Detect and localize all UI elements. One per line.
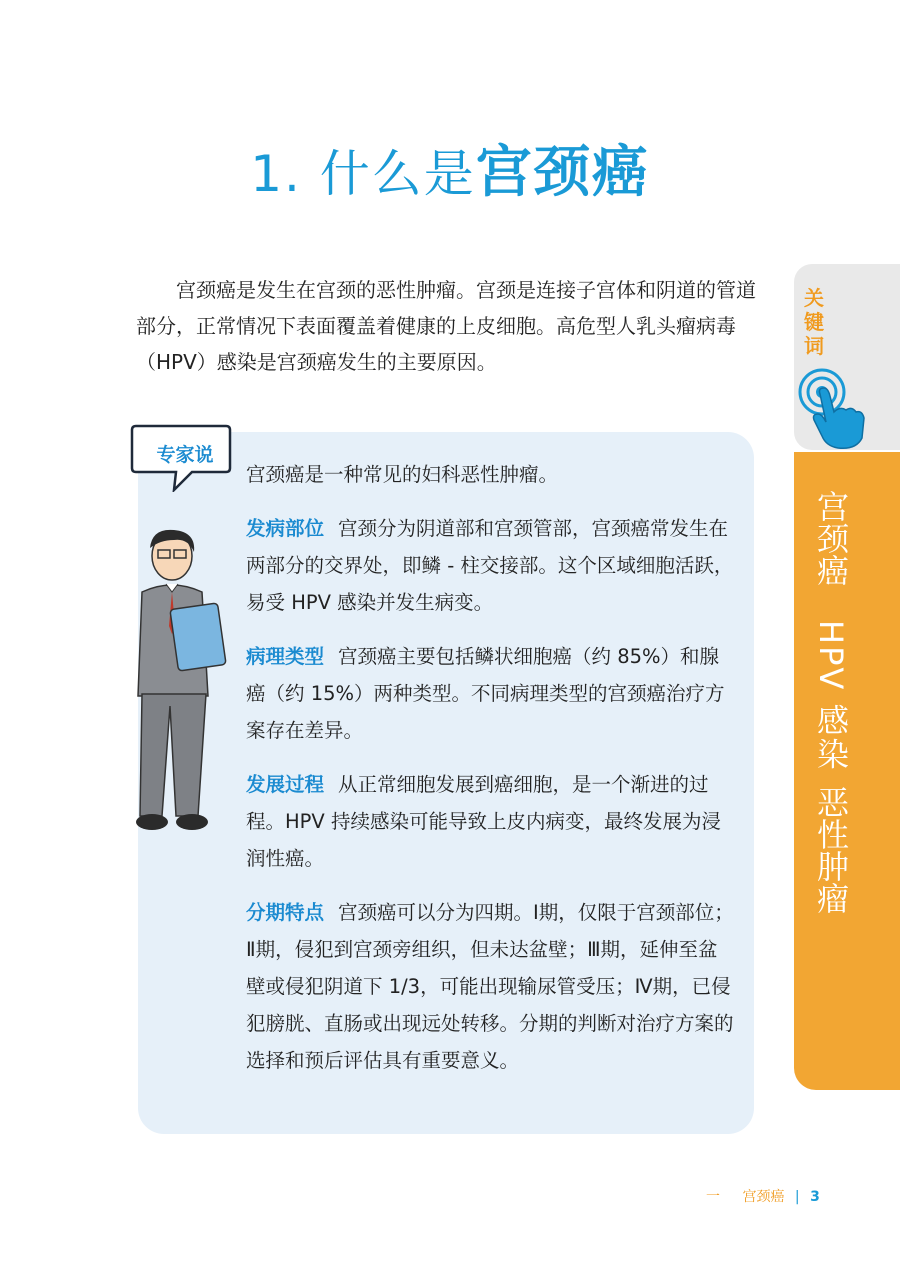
page-number: 3 [810, 1189, 820, 1205]
section-heading: 病理类型 [246, 645, 325, 668]
expert-label: 专家说 [156, 444, 214, 466]
section-heading: 分期特点 [246, 901, 325, 924]
keyword-item: HPV 感染 [812, 620, 850, 772]
page-title [0, 128, 900, 208]
expert-lead: 宫颈癌是一种常见的妇科恶性肿瘤。 [246, 463, 559, 486]
doctor-illustration [118, 526, 228, 838]
section-text: 宫颈癌可以分为四期。Ⅰ期，仅限于宫颈部位；Ⅱ期，侵犯到宫颈旁组织，但未达盆壁；Ⅲ期，延伸至盆壁或侵犯阴道下 1/3，可能出现输尿管受压；Ⅳ期，已侵犯膀胱、直肠或出现远处转移。分期的判断对治疗方案的选择和预后评估具有重要意义。 [246, 901, 734, 1072]
expert-section [246, 894, 734, 1079]
intro-paragraph: 宫颈癌是发生在宫颈的恶性肿瘤。宫颈是连接子宫体和阴道的管道部分，正常情况下表面覆盖着健康的上皮细胞。高危型人乳头瘤病毒（HPV）感染是宫颈癌发生的主要原因。 [136, 278, 756, 374]
section-text: 宫颈分为阴道部和宫颈管部，宫颈癌常发生在两部分的交界处，即鳞 - 柱交接部。这个区域细胞活跃，易受 HPV 感染并发生病变。 [246, 517, 734, 614]
page-footer [706, 1186, 820, 1206]
title-number: 1. 什么是 [250, 145, 476, 203]
expert-section [246, 510, 734, 621]
section-heading: 发病部位 [246, 517, 325, 540]
footer-chapter-number: 一 [706, 1189, 720, 1205]
footer-chapter: 宫颈癌 [742, 1189, 785, 1205]
footer-divider: | [794, 1189, 800, 1205]
expert-section [246, 766, 734, 877]
title-emphasis: 宫颈癌 [475, 140, 650, 205]
section-text: 从正常细胞发展到癌细胞，是一个渐进的过程。HPV 持续感染可能导致上皮内病变，最终发展为浸润性癌。 [246, 773, 721, 870]
keyword-item: 宫颈癌 [812, 490, 850, 586]
section-heading: 发展过程 [246, 773, 325, 796]
keyword-label: 关键词 [804, 286, 824, 358]
tap-hand-icon [794, 366, 868, 452]
expert-section [246, 638, 734, 749]
section-text: 宫颈癌主要包括鳞状细胞癌（约 85%）和腺癌（约 15%）两种类型。不同病理类型的宫颈癌治疗方案存在差异。 [246, 645, 725, 742]
keyword-item: 恶性肿瘤 [812, 786, 850, 914]
